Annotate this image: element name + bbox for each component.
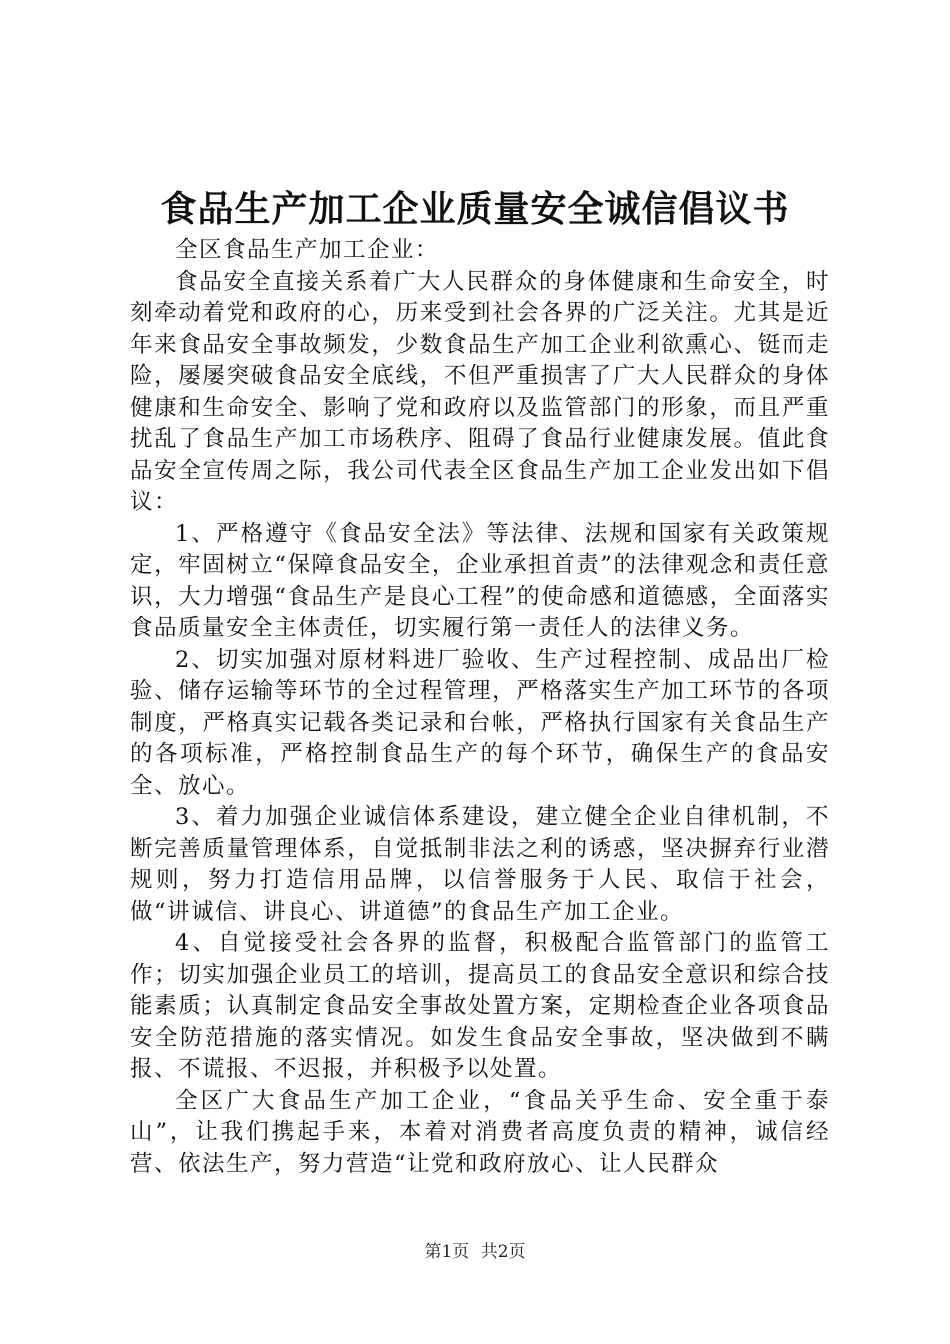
page-number: 第1页 <box>424 1242 470 1262</box>
paragraph-item-1: 1、严格遵守《食品安全法》等法律、法规和国家有关政策规定，牢固树立“保障食品安全，企业承担首责”的法律观念和责任意识，大力增强“食品生产是良心工程”的使命感和道德感，全面落实食品质量安全主体责任，切实履行第一责任人的法律义务。 <box>130 520 830 641</box>
paragraph-item-3: 3、着力加强企业诚信体系建设，建立健全企业自律机制，不断完善质量管理体系，自觉抵制非法之利的诱惑，坚决摒弃行业潜规则，努力打造信用品牌，以信誉服务于人民、取信于社会，做“讲诚信、讲良心、讲道德”的食品生产加工企业。 <box>130 804 830 925</box>
page-total: 共2页 <box>480 1242 526 1262</box>
document-title: 食品生产加工企业质量安全诚信倡议书 <box>160 188 790 230</box>
paragraph-item-2: 2、切实加强对原材料进厂验收、生产过程控制、成品出厂检验、储存运输等环节的全过程管理，严格落实生产加工环节的各项制度，严格真实记载各类记录和台帐，严格执行国家有关食品生产的各项标准，严格控制食品生产的每个环节，确保生产的食品安全、放心。 <box>130 646 830 799</box>
paragraph-closing: 全区广大食品生产加工企业，“食品关乎生命、安全重于泰山”，让我们携起手来，本着对消费者高度负责的精神，诚信经营、依法生产，努力营造“让党和政府放心、让人民群众 <box>130 1087 830 1177</box>
paragraph-intro: 食品安全直接关系着广大人民群众的身体健康和生命安全，时刻牵动着党和政府的心，历来受到社会各界的广泛关注。尤其是近年来食品安全事故频发，少数食品生产加工企业利欲熏心、铤而走险，屡屡突破食品安全底线，不但严重损害了广大人民群众的身体健康和生命安全、影响了党和政府以及监管部门的形象，而且严重扰乱了食品生产加工市场秩序、阻碍了食品行业健康发展。值此食品安全宣传周之际，我公司代表全区食品生产加工企业发出如下倡议： <box>130 268 830 515</box>
page-footer <box>0 1240 950 1264</box>
document-body <box>130 235 830 1180</box>
salutation: 全区食品生产加工企业： <box>175 237 440 263</box>
paragraph-item-4: 4、自觉接受社会各界的监督，积极配合监管部门的监管工作；切实加强企业员工的培训，提高员工的食品安全意识和综合技能素质；认真制定食品安全事故处置方案，定期检查企业各项食品安全防范措施的落实情况。如发生食品安全事故，坚决做到不瞒报、不谎报、不迟报，并积极予以处置。 <box>130 930 830 1082</box>
